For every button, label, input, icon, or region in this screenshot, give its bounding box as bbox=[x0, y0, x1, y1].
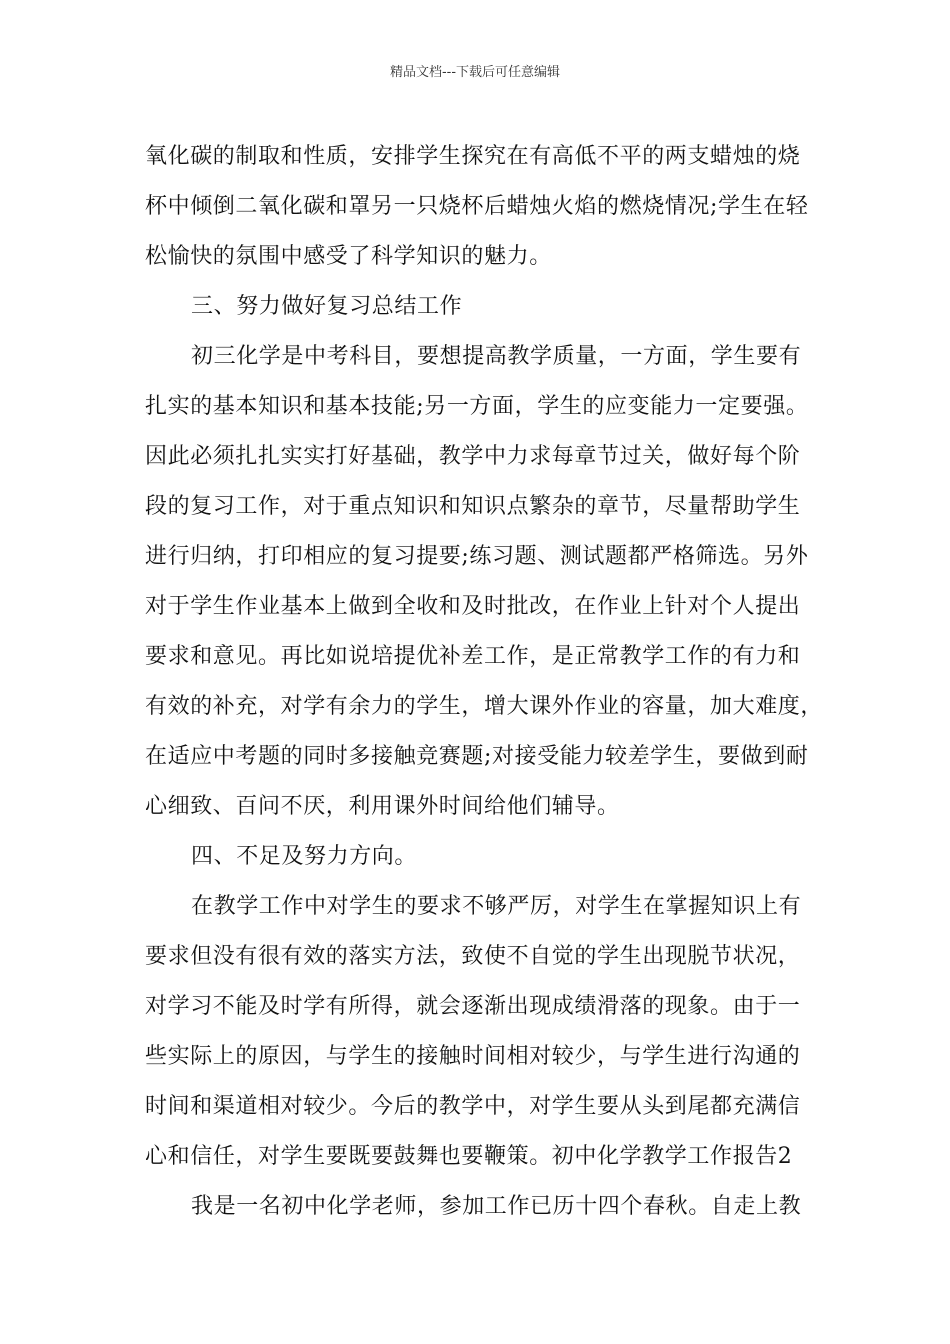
text-line: 氧化碳的制取和性质，安排学生探究在有高低不平的两支蜡烛的烧 bbox=[145, 144, 801, 169]
text-line: 对学习不能及时学有所得，就会逐渐出现成绩滑落的现象。由于一 bbox=[145, 994, 801, 1019]
text-line: 要求和意见。再比如说培提优补差工作，是正常教学工作的有力和 bbox=[145, 644, 801, 669]
text-line: 三、努力做好复习总结工作 bbox=[191, 294, 463, 319]
text-line: 心细致、百问不厌，利用课外时间给他们辅导。 bbox=[145, 794, 620, 819]
document-body bbox=[145, 132, 825, 1232]
text-line: 扎实的基本知识和基本技能;另一方面，学生的应变能力一定要强。 bbox=[145, 394, 809, 419]
text-line: 在教学工作中对学生的要求不够严厉，对学生在掌握知识上有 bbox=[191, 894, 802, 919]
text-line: 对于学生作业基本上做到全收和及时批改，在作业上针对个人提出 bbox=[145, 594, 801, 619]
text-line: 些实际上的原因，与学生的接触时间相对较少，与学生进行沟通的 bbox=[145, 1044, 801, 1069]
text-line: 心和信任，对学生要既要鼓舞也要鞭策。初中化学教学工作报告2 bbox=[145, 1144, 793, 1169]
page-header: 精品文档---下载后可任意编辑 bbox=[389, 65, 561, 80]
text-line: 段的复习工作，对于重点知识和知识点繁杂的章节，尽量帮助学生 bbox=[145, 494, 801, 519]
text-line: 要求但没有很有效的落实方法，致使不自觉的学生出现脱节状况， bbox=[145, 944, 801, 969]
text-line: 杯中倾倒二氧化碳和罩另一只烧杯后蜡烛火焰的燃烧情况;学生在轻 bbox=[145, 194, 809, 219]
text-line: 时间和渠道相对较少。今后的教学中，对学生要从头到尾都充满信 bbox=[145, 1094, 801, 1119]
text-line: 我是一名初中化学老师，参加工作已历十四个春秋。自走上教 bbox=[191, 1194, 802, 1219]
text-line: 进行归纳，打印相应的复习提要;练习题、测试题都严格筛选。另外 bbox=[145, 544, 809, 569]
text-line: 四、不足及努力方向。 bbox=[191, 844, 418, 869]
text-line: 因此必须扎扎实实打好基础，教学中力求每章节过关，做好每个阶 bbox=[145, 444, 801, 469]
text-line: 有效的补充，对学有余力的学生，增大课外作业的容量，加大难度， bbox=[145, 694, 824, 719]
text-line: 在适应中考题的同时多接触竞赛题;对接受能力较差学生，要做到耐 bbox=[145, 744, 809, 769]
text-line: 松愉快的氛围中感受了科学知识的魅力。 bbox=[145, 244, 552, 269]
text-line: 初三化学是中考科目，要想提高教学质量，一方面，学生要有 bbox=[191, 344, 802, 369]
